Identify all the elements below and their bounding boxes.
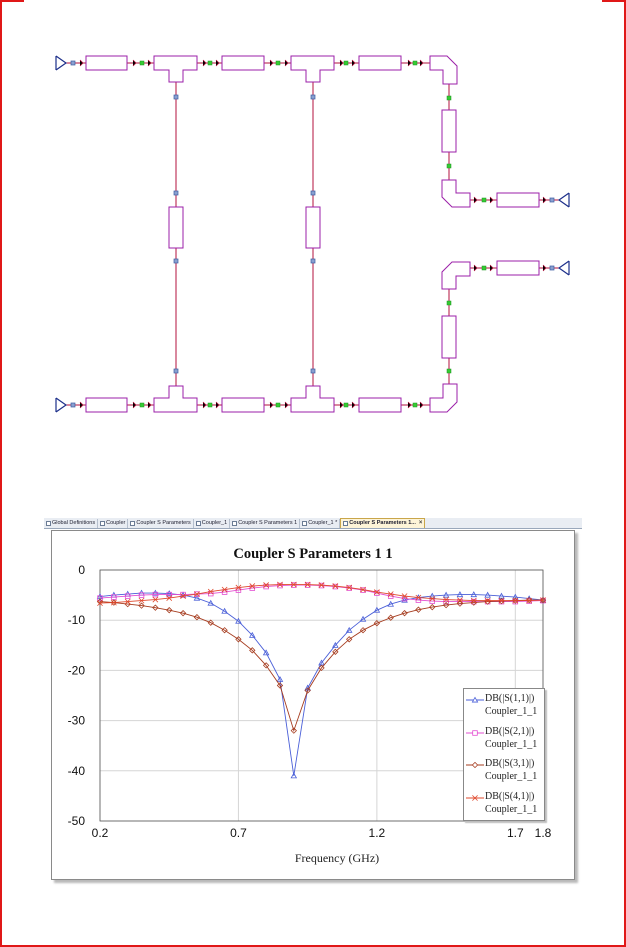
legend-series-name: DB(|S(3,1)|) xyxy=(485,758,535,769)
document-icon xyxy=(232,521,237,526)
legend-item[interactable] xyxy=(464,790,544,820)
tab-label: Coupler xyxy=(106,520,126,526)
x-tick-label: 1.2 xyxy=(368,826,386,840)
tee-top-1[interactable] xyxy=(154,56,197,82)
bend-mid-lower[interactable] xyxy=(442,262,470,289)
document-tab-bar xyxy=(44,518,582,529)
legend-item[interactable] xyxy=(464,757,544,787)
legend-item[interactable] xyxy=(464,725,544,755)
legend-series-source: Coupler_1_1 xyxy=(485,771,538,782)
legend-series-name: DB(|S(2,1)|) xyxy=(485,725,535,737)
chart-legend[interactable] xyxy=(463,688,545,821)
y-tick-label: -40 xyxy=(67,763,85,778)
x-tick-label: 1.7 xyxy=(506,826,524,840)
legend-series-source: Coupler_1_1 xyxy=(485,803,538,815)
tline-bottom-3[interactable] xyxy=(359,398,401,412)
document-icon xyxy=(130,521,135,526)
document-icon xyxy=(196,521,201,526)
tline-right-lower[interactable] xyxy=(442,316,456,358)
tab-close-icon[interactable]: × xyxy=(418,520,423,526)
tab-label: Coupler_1 * xyxy=(308,520,338,526)
tab-1[interactable] xyxy=(98,519,128,528)
tab-5[interactable] xyxy=(300,519,340,528)
tline-side-upper[interactable] xyxy=(497,193,539,207)
tline-top-3[interactable] xyxy=(359,56,401,70)
plot-window[interactable] xyxy=(51,530,575,880)
document-icon xyxy=(46,521,51,526)
tab-label: Coupler S Parameters 1... xyxy=(349,520,416,526)
port-2[interactable] xyxy=(56,398,66,412)
document-icon xyxy=(100,521,105,526)
y-tick-label: -50 xyxy=(67,814,85,828)
bend-top-right[interactable] xyxy=(430,56,457,84)
legend-item[interactable] xyxy=(464,692,544,722)
x-tick-label: 1.8 xyxy=(534,826,552,840)
legend-swatch xyxy=(466,728,484,738)
y-tick-label: -20 xyxy=(67,663,85,678)
tline-vert-2[interactable] xyxy=(306,207,320,248)
tab-2[interactable] xyxy=(128,519,193,528)
tline-bottom-1[interactable] xyxy=(86,398,127,412)
tab-6[interactable] xyxy=(340,518,425,528)
legend-swatch xyxy=(466,695,484,705)
tab-label: Coupler S Parameters xyxy=(136,520,191,526)
tab-label: Coupler S Parameters 1 xyxy=(238,520,298,526)
x-tick-label: 0.7 xyxy=(230,826,247,840)
document-icon xyxy=(343,521,348,526)
tab-label: Global Definitions xyxy=(52,520,96,526)
tline-top-1[interactable] xyxy=(86,56,127,70)
port-3[interactable] xyxy=(559,193,569,207)
y-tick-label: 0 xyxy=(78,563,85,577)
legend-swatch xyxy=(466,760,484,770)
x-tick-label: 0.2 xyxy=(91,826,109,840)
legend-series-source: Coupler_1_1 xyxy=(485,738,538,750)
legend-series-source: Coupler_1_1 xyxy=(485,706,538,717)
legend-series-name: DB(|S(1,1)|) xyxy=(485,693,535,704)
bend-mid-upper[interactable] xyxy=(442,180,470,207)
x-axis-label: Frequency (GHz) xyxy=(294,851,380,865)
tab-3[interactable] xyxy=(194,519,230,528)
y-tick-label: -30 xyxy=(67,713,85,728)
tline-side-lower[interactable] xyxy=(497,261,539,275)
legend-swatch xyxy=(466,793,484,803)
legend-series-name: DB(|S(4,1)|) xyxy=(485,790,535,802)
tee-bottom-1[interactable] xyxy=(154,386,197,412)
tline-top-2[interactable] xyxy=(222,56,264,70)
document-icon xyxy=(302,521,307,526)
bend-bottom-right[interactable] xyxy=(430,384,457,412)
tee-bottom-2[interactable] xyxy=(291,386,334,412)
y-tick-label: -10 xyxy=(67,613,85,628)
coupler-schematic[interactable] xyxy=(0,0,626,470)
tline-bottom-2[interactable] xyxy=(222,398,264,412)
tee-top-2[interactable] xyxy=(291,56,334,82)
chart-title: Coupler S Parameters 1 1 xyxy=(233,546,393,562)
tab-0[interactable] xyxy=(44,519,98,528)
tline-right-upper[interactable] xyxy=(442,110,456,152)
tab-label: Coupler_1 xyxy=(201,520,228,526)
tline-vert-1[interactable] xyxy=(169,207,183,248)
port-1[interactable] xyxy=(56,56,66,70)
port-4[interactable] xyxy=(559,261,569,275)
tab-4[interactable] xyxy=(230,519,300,528)
